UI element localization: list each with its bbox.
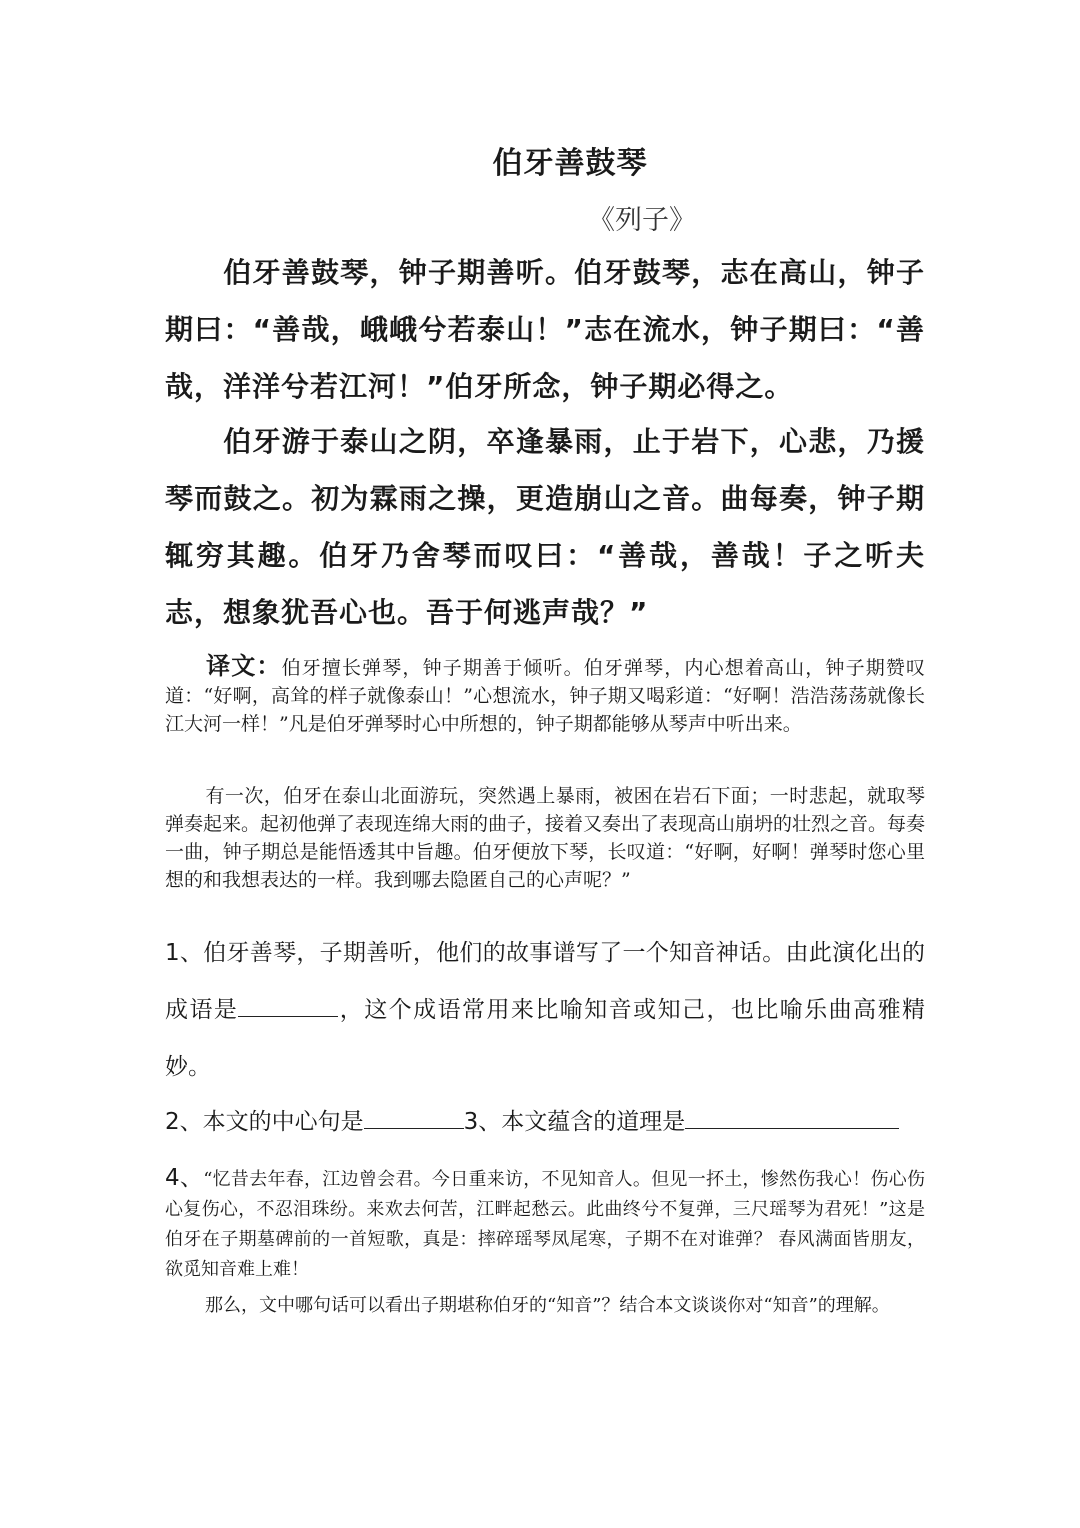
translation-label: 译文： [205,652,282,680]
question-4-prompt-text: 那么，文中哪句话可以看出子期堪称伯牙的“知音”？结合本文谈谈你对“知音”的理解。 [205,1295,890,1316]
original-text-2: 伯牙游于泰山之阴，卒逢暴雨，止于岩下，心悲，乃援琴而鼓之。初为霖雨之操，更造崩山之音。曲每奏，钟子期辄穷其趣。伯牙乃舍琴而叹曰：“善哉，善哉！子之听夫志，想象犹吾心也。吾于何逃声哉？” [165,425,925,629]
question-2-text: 2、本文的中心句是 [165,1109,364,1135]
question-4-prompt [165,1292,925,1320]
original-text-1: 伯牙善鼓琴，钟子期善听。伯牙鼓琴，志在高山，钟子期曰：“善哉，峨峨兮若泰山！”志在流水，钟子期曰：“善哉，洋洋兮若江河！”伯牙所念，钟子期必得之。 [165,256,925,403]
translation-text-2: 有一次，伯牙在泰山北面游玩，突然遇上暴雨，被困在岩石下面；一时悲起，就取琴弹奏起来。起初他弹了表现连绵大雨的曲子，接着又奏出了表现高山崩坍的壮烈之音。每奏一曲，钟子期总是能悟透其中旨趣。伯牙便放下琴，长叹道：“好啊，好啊！弹琴时您心里想的和我想表达的一样。我到哪去隐匿自己的心声呢？” [165,785,926,891]
question-4-text: “忆昔去年春，江边曾会君。今日重来访，不见知音人。但见一抔土，惨然伤我心！伤心伤心复伤心，不忍泪珠纷。来欢去何苦，江畔起愁云。此曲终兮不复弹，三尺瑶琴为君死！”这是伯牙在子期墓碑前的一首短歌，真是：摔碎瑶琴凤尾寒，子期不在对谁弹？ 春风满面皆朋友，欲觅知音难上难！ [165,1169,925,1280]
question-1-text-a: 1、伯牙善琴，子期善听，他们的故事谱写了一个知音神话。由此演化出的成语是 [165,940,925,1023]
translation-text-1: 伯牙擅长弹琴，钟子期善于倾听。伯牙弹琴，内心想着高山，钟子期赞叹道：“好啊，高耸的样子就像泰山！”心想流水，钟子期又喝彩道：“好啊！浩浩荡荡就像长江大河一样！”凡是伯牙弹琴时心中所想的，钟子期都能够从琴声中听出来。 [165,657,925,735]
translation-paragraph-1 [165,652,925,738]
page-title: 伯牙善鼓琴 [492,146,648,181]
question-2-3 [165,1094,925,1151]
translation-paragraph-2 [165,782,925,894]
original-paragraph-2 [165,413,925,641]
question-4 [165,1163,925,1285]
answer-blank-3[interactable] [685,1106,899,1129]
answer-blank-2[interactable] [364,1106,464,1129]
question-1 [165,925,925,1096]
source-attribution: 《列子》 [588,205,696,236]
question-3-text: 3、本文蕴含的道理是 [463,1109,686,1135]
answer-blank-1[interactable] [238,994,338,1017]
original-paragraph-1 [165,244,925,415]
question-4-number: 4、 [165,1165,204,1191]
question-1-text-b: ，这个成语常用来比喻知音或知己，也比喻乐曲高雅精妙。 [165,997,926,1080]
